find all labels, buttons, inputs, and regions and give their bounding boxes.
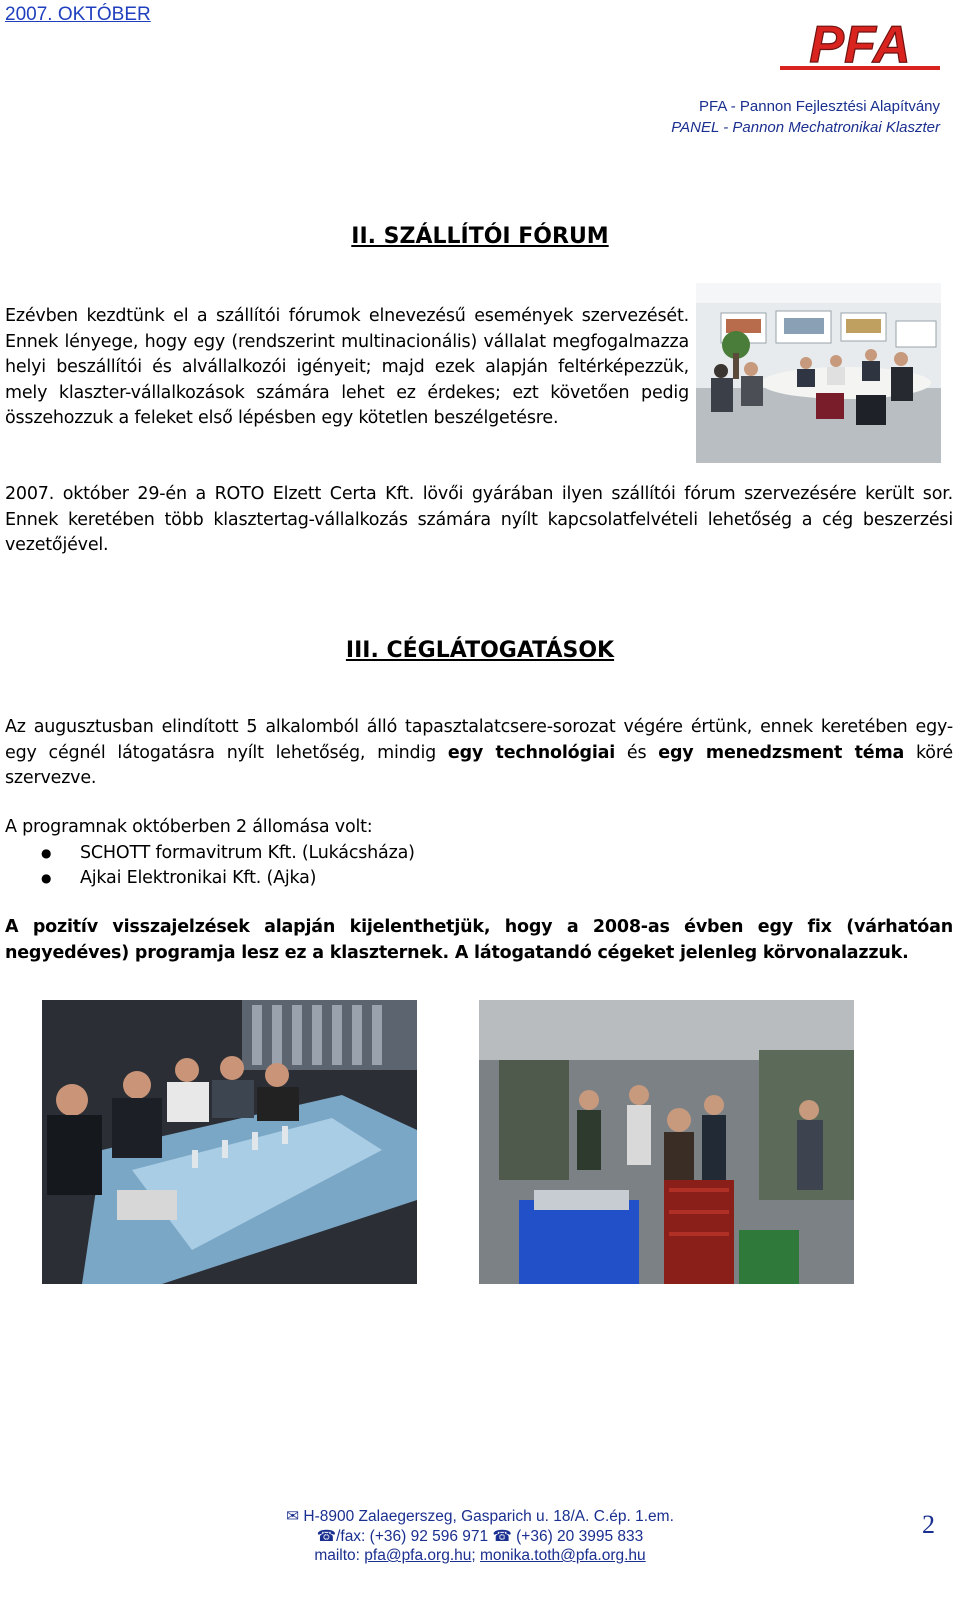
org-name-line1: PFA - Pannon Fejlesztési Alapítvány (699, 98, 940, 115)
programs-block (5, 815, 953, 892)
footer-address-line (0, 1507, 960, 1526)
list-item: ● SCHOTT formavitrum Kft. (Lukácsháza) (5, 841, 953, 867)
footer-mobile: (+36) 20 3995 833 (516, 1528, 644, 1545)
list-item: ● Ajkai Elektronikai Kft. (Ajka) (5, 866, 953, 892)
logo-text: PFA (809, 18, 911, 74)
company-visits-paragraph (5, 715, 953, 792)
footer-address: H-8900 Zalaegerszeg, Gasparich u. 18/A. C.ép. 1.em. (303, 1508, 674, 1525)
section-heading-supplier-forum: II. SZÁLLÍTÓI FÓRUM (351, 224, 609, 249)
text-run: és (615, 742, 659, 763)
supplier-forum-event-paragraph (5, 482, 953, 559)
factory-visit-photo (479, 1000, 854, 1284)
email-link-pfa[interactable]: pfa@pfa.org.hu (364, 1547, 472, 1564)
phone-icon: ☎ (492, 1528, 512, 1545)
footer-phone-line (0, 1527, 960, 1546)
meeting-table-illustration (42, 1000, 417, 1284)
meeting-photo (42, 1000, 417, 1284)
text-run: Az augusztusban elindított 5 alkalomból álló tapasztalatcsere-sorozat végére értünk, ennek keretében egy-egy cégnél látogatásra nyílt lehetőség, mindig (5, 717, 953, 763)
footer-email-separator: ; (471, 1547, 480, 1564)
email-link-monika[interactable]: monika.toth@pfa.org.hu (480, 1547, 646, 1564)
supplier-forum-intro-paragraph (5, 304, 689, 432)
conclusion-paragraph (5, 915, 953, 966)
programs-intro: A programnak októberben 2 állomása volt: (5, 817, 373, 837)
bold-text-technology: egy technológiai (447, 742, 616, 763)
paragraph-text: 2007. október 29-én a ROTO Elzett Certa Kft. lövői gyárában ilyen szállítói fórum szervezésére került sor. Ennek keretében több klasztertag-vállalkozás számára nyílt kapcsolatfelvételi lehetőség a cég beszerzési vezetőjével. (5, 484, 953, 555)
phone-icon: ☎ (316, 1528, 337, 1545)
pfa-logo (780, 18, 940, 76)
page-number: 2 (922, 1510, 935, 1539)
footer-phone-fax: /fax: (+36) 92 596 971 (336, 1528, 489, 1545)
footer-mailto-label: mailto: (314, 1547, 365, 1564)
footer-email-line (0, 1547, 960, 1565)
section-heading-company-visits: III. CÉGLÁTOGATÁSOK (345, 638, 615, 663)
meeting-room-illustration (696, 283, 941, 463)
factory-floor-illustration (479, 1000, 854, 1284)
supplier-forum-photo (696, 283, 941, 463)
paragraph-text: A pozitív visszajelzések alapján kijelenthetjük, hogy a 2008-as évben egy fix (várhatóan negyedéves) programja lesz ez a klaszternek. A látogatandó cégeket jelenleg körvonalazzuk. (5, 917, 953, 963)
bold-text-management: egy menedzsment téma (658, 742, 905, 763)
org-name-line2: PANEL - Pannon Mechatronikai Klaszter (671, 119, 940, 136)
paragraph-text (5, 715, 953, 792)
paragraph-text: Ezévben kezdtünk el a szállítói fórumok elnevezésű események szervezését. Ennek lényege, hogy egy (rendszerint multinacionális) vállalat megfogalmazza helyi beszállítói és alvállalkozói igényeit; majd ezek alapján feltérképezzük, mely klaszter-vállalkozások számára lehet ez érdekes; ezt követően pedig összehozzuk a feleket első lépésben egy kötetlen beszélgetésre. (5, 306, 689, 428)
text-run: köré szervezve. (5, 742, 953, 788)
programs-list (5, 841, 953, 892)
date-link[interactable]: 2007. OKTÓBER (5, 4, 151, 25)
envelope-icon: ✉ (286, 1508, 300, 1525)
